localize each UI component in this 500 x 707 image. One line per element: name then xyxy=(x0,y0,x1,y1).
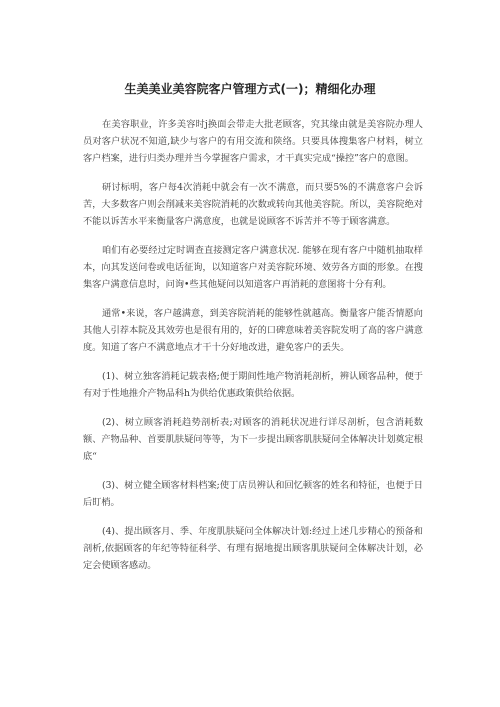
paragraph-survey: 咱们有必要经过定时调查直接测定客户满意状况. 能够在现有客户中随机抽取样本，向其发送问卷或电话征询，以知道客户对美容院环境、效劳各方面的形象。在搜集客户满意信息时，问询•些其他疑问以知道客户再消耗的意图将十分有利。 xyxy=(83,245,423,290)
document-body xyxy=(83,116,423,586)
paragraph-intro: 在美容职业，许多美容时j换面会带走大批老顾客，究其缘由就是美容院办理人员对客户状况不知道,缺少与客户的有用交流和陕络。只要具体搜集客户材料，树立客户档案，进行归类办理并当今掌握客户需求，才干真实完成“操控”客户的意图。 xyxy=(83,119,423,164)
paragraph-step-1: (1)、树立独客消耗记载表格;便于期间性地产物消耗剖析，辨认顾客品种，便于有对于性地推介产物品科h为供给优惠政策供给依据。 xyxy=(83,371,423,399)
paragraph-step-3: (3)、树立健全顾客材料档案;使丁店员辨认和回忆顿客的姓名和特征，也便于日后盯梢。 xyxy=(83,480,423,508)
paragraph-step-4: (4)、提出顾客月、季、年度肌肤疑问全体解决计划:经过上述几步精心的预备和剖析,依据顾客的年纪等特征科学、有理有据地提出顾客肌肤疑问全体解决计划，必定会使顾客感动。 xyxy=(83,526,423,571)
document-title: 生美美业美容院客户管理方式(一)；精细化办理 xyxy=(124,82,376,96)
paragraph-satisfaction: 通常•来说，客户越满意，到美容院消耗的能够性就越高。衡量客户能否情愿向其他人引荐本院及其效劳也是很有用的，好的口碑意味着美容院发明了高的客户满意度。知道了客户不满意地点才干十分好地改进，避免客户的丢失。 xyxy=(83,308,423,353)
paragraph-step-2: (2)、树立顾客消耗趋势剖析表;对顾客的消耗状况进行详尽剖析，包含消耗数额、产物品种、首要肌肤疑问等等，为下一步提出顾客肌肤疑问全体解决计划奠定根底“ xyxy=(83,417,423,462)
paragraph-research: 研讨标明，客户每4次消耗中就会有一次不满意，而只要5%的不满意客户会诉苦，大多数客户则会削减来美容院消耗的次数或转向其他美容院。所以，美容院绝对不能以诉苦水平来衡量客户满意度，也就是说顾客不诉苦并不等于顾客满意。 xyxy=(83,182,423,227)
